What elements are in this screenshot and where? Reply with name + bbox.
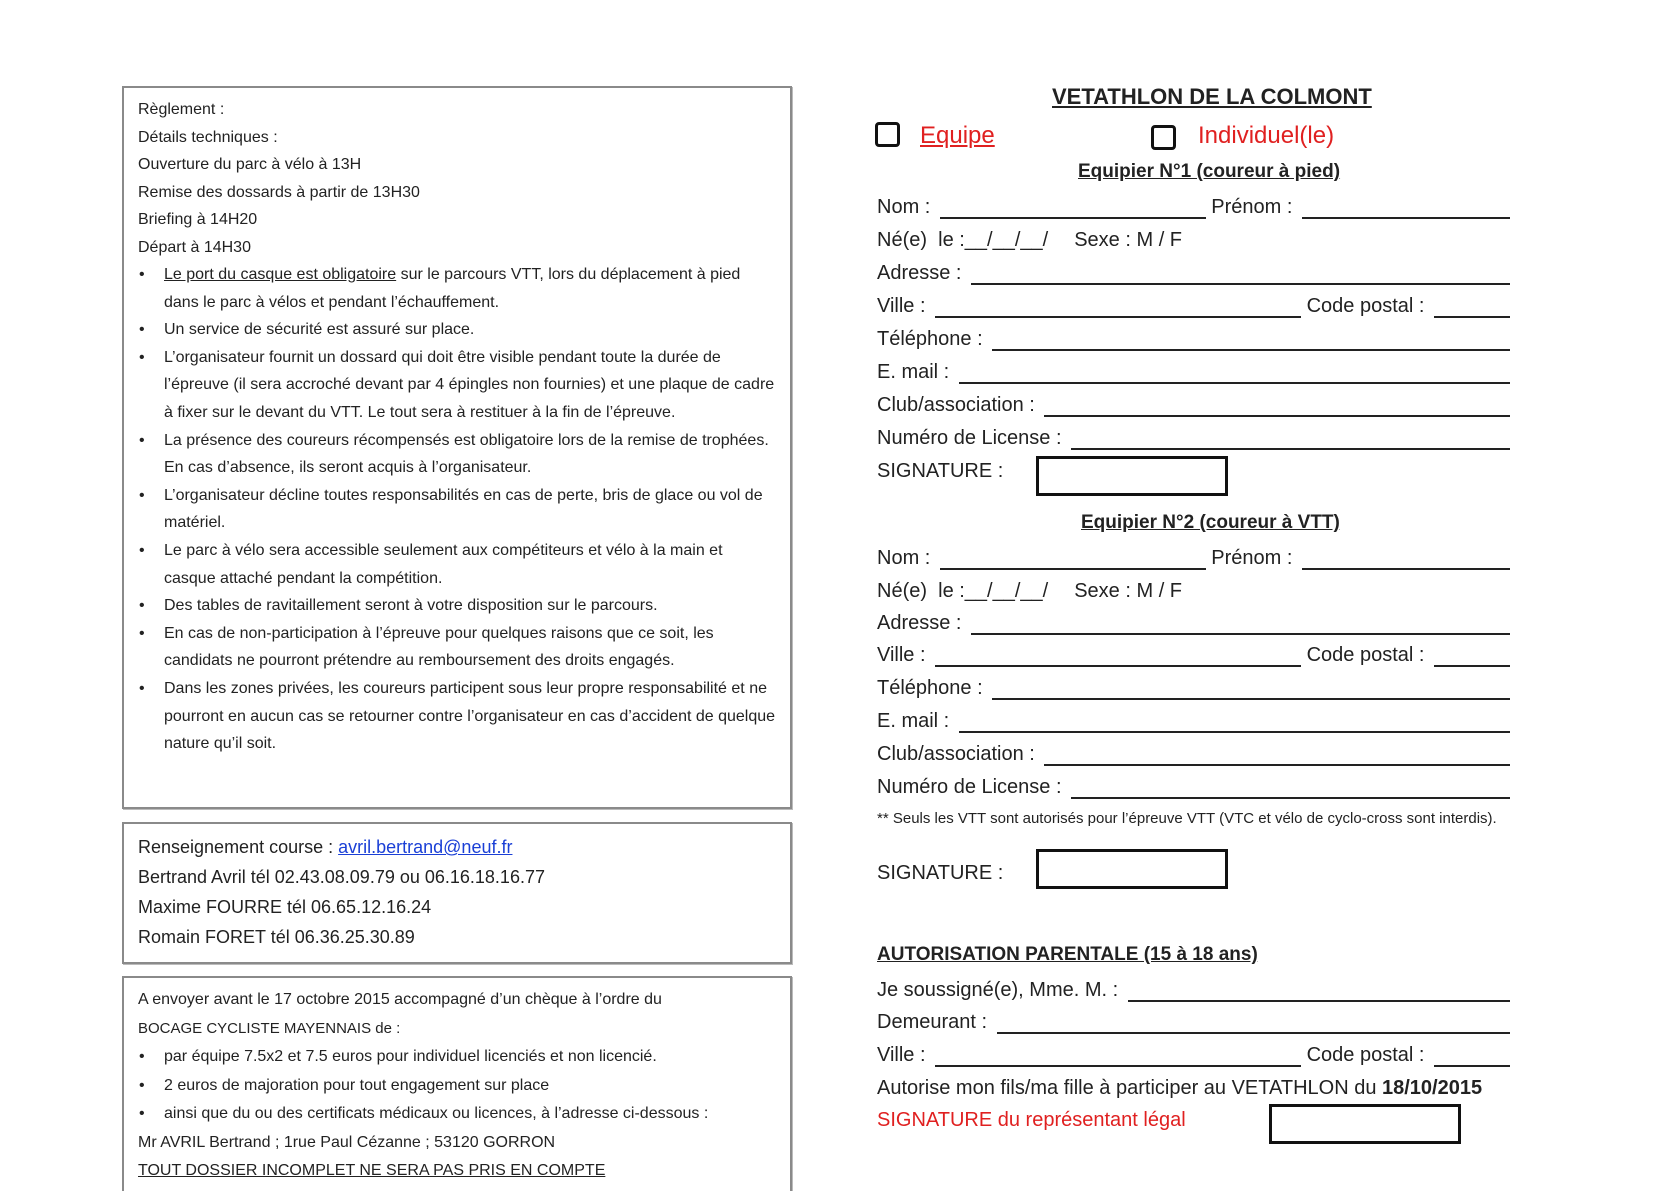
- license-field[interactable]: [1071, 777, 1510, 799]
- soussigne-field[interactable]: [1128, 980, 1510, 1002]
- vtt-note: ** Seuls les VTT sont autorisés pour l’épreuve VTT (VTC et vélo de cyclo-cross sont interdis).: [877, 810, 1497, 827]
- prenom-label: Prénom :: [1205, 196, 1298, 218]
- reglement-line: Ouverture du parc à vélo à 13H: [138, 156, 362, 173]
- teammate2-club-row: [877, 740, 1510, 766]
- contact-email-line: [138, 832, 776, 862]
- contact-line: Romain FORET tél 06.36.25.30.89: [138, 927, 415, 947]
- code-postal-field[interactable]: [1434, 1045, 1510, 1067]
- email-link[interactable]: avril.bertrand@neuf.fr: [338, 837, 513, 857]
- teammate1-signature-box[interactable]: [1036, 456, 1228, 496]
- reglement-line: Détails techniques :: [138, 128, 278, 146]
- teammate2-city-row: [877, 641, 1510, 667]
- teammate1-license-row: [877, 424, 1510, 450]
- teammate2-title: Equipier N°2 (coureur à VTT): [1081, 512, 1340, 533]
- teammate2-address-row: [877, 609, 1510, 635]
- authorize-text: Autorise mon fils/ma fille à participer au VETATHLON du: [877, 1077, 1382, 1099]
- teammate1-club-row: [877, 391, 1510, 417]
- team-checkbox[interactable]: [875, 122, 900, 147]
- license-field[interactable]: [1071, 428, 1510, 450]
- shipping-list: [138, 1043, 776, 1129]
- nom-label: Nom :: [877, 196, 936, 218]
- birthdate-field[interactable]: Né(e) le :__/__/__/: [877, 580, 1049, 602]
- teammate1-phone-row: [877, 325, 1510, 351]
- shipping-address: Mr AVRIL Bertrand ; 1rue Paul Cézanne ; 53120 GORRON: [138, 1133, 556, 1151]
- email-label: E. mail :: [877, 710, 955, 732]
- prenom-label: Prénom :: [1205, 547, 1298, 569]
- ville-field[interactable]: [935, 296, 1301, 318]
- form-title: VETATHLON DE LA COLMONT: [1052, 84, 1372, 109]
- list-item: • Dans les zones privées, les coureurs participent sous leur propre responsabilité et ne pourront en aucun cas se retourner contre l’organisateur en cas d’accident de quelque nature qu’il soit.: [164, 675, 776, 758]
- teammate2-phone-row: [877, 674, 1510, 700]
- signature-label: SIGNATURE :: [877, 862, 1004, 884]
- list-item: • par équipe 7.5x2 et 7.5 euros pour individuel licenciés et non licencié.: [164, 1043, 776, 1072]
- individual-checkbox[interactable]: [1151, 125, 1176, 150]
- adresse-label: Adresse :: [877, 262, 968, 284]
- demeurant-field[interactable]: [997, 1012, 1510, 1034]
- ville-label: Ville :: [877, 1044, 932, 1066]
- code-postal-field[interactable]: [1434, 296, 1510, 318]
- list-item: [164, 261, 776, 316]
- telephone-field[interactable]: [992, 329, 1510, 351]
- legal-signature-box[interactable]: [1269, 1104, 1461, 1144]
- prenom-field[interactable]: [1302, 548, 1510, 570]
- teammate1-address-row: [877, 259, 1510, 285]
- list-item: • 2 euros de majoration pour tout engagement sur place: [164, 1072, 776, 1101]
- code-postal-label: Code postal :: [1301, 295, 1430, 317]
- adresse-field[interactable]: [971, 613, 1510, 635]
- email-label: E. mail :: [877, 361, 955, 383]
- list-item: • L’organisateur fournit un dossard qui doit être visible pendant toute la durée de l’épreuve (il sera accroché devant par 4 épingles non fournies) et une plaque de cadre à fixer sur le devant du VTT. Le tout sera à restituer à la fin de l’épreuve.: [164, 344, 776, 427]
- teammate2-name-row: [877, 544, 1510, 570]
- adresse-label: Adresse :: [877, 612, 968, 634]
- parental-city-row: [877, 1041, 1510, 1067]
- list-item: • La présence des coureurs récompensés est obligatoire lors de la remise de trophées. En cas d’absence, ils seront acquis à l’organisateur.: [164, 427, 776, 482]
- sex-field[interactable]: Sexe : M / F: [1074, 580, 1183, 602]
- email-field[interactable]: [959, 362, 1510, 384]
- telephone-label: Téléphone :: [877, 328, 989, 350]
- birthdate-field[interactable]: Né(e) le :__/__/__/: [877, 229, 1049, 251]
- club-field[interactable]: [1044, 395, 1510, 417]
- telephone-label: Téléphone :: [877, 677, 989, 699]
- legal-signature-row: [877, 1106, 1237, 1132]
- code-postal-label: Code postal :: [1301, 644, 1430, 666]
- teammate2-license-row: [877, 773, 1510, 799]
- contact-label: Renseignement course :: [138, 837, 339, 857]
- list-item: • L’organisateur décline toutes responsabilités en cas de perte, bris de glace ou vol de matériel.: [164, 482, 776, 537]
- list-item: • En cas de non-participation à l’épreuve pour quelques raisons que ce soit, les candidats ne pourront prétendre au remboursement des droits engagés.: [164, 620, 776, 675]
- nom-field[interactable]: [940, 197, 1206, 219]
- license-label: Numéro de License :: [877, 427, 1068, 449]
- teammate1-birth-row: [877, 226, 1510, 252]
- list-item: • Des tables de ravitaillement seront à votre disposition sur le parcours.: [164, 592, 776, 620]
- teammate1-email-row: [877, 358, 1510, 384]
- contact-line: Bertrand Avril tél 02.43.08.09.79 ou 06.16.18.16.77: [138, 867, 545, 887]
- shipping-box: [122, 976, 792, 1191]
- reglement-line: Remise des dossards à partir de 13H30: [138, 183, 420, 201]
- teammate2-birth-row: [877, 577, 1510, 603]
- email-field[interactable]: [959, 711, 1510, 733]
- teammate1-title: Equipier N°1 (coureur à pied): [1078, 161, 1341, 182]
- telephone-field[interactable]: [992, 678, 1510, 700]
- ville-field[interactable]: [935, 1045, 1301, 1067]
- parental-title: AUTORISATION PARENTALE (15 à 18 ans): [877, 944, 1258, 965]
- legal-signature-label: SIGNATURE du représentant légal: [877, 1109, 1186, 1131]
- soussigne-label: Je soussigné(e), Mme. M. :: [877, 979, 1124, 1001]
- teammate2-signature-box[interactable]: [1036, 849, 1228, 889]
- teammate2-signature-row: [877, 859, 1027, 885]
- casque-emphasis: Le port du casque est obligatoire: [164, 266, 397, 283]
- event-date: 18/10/2015: [1382, 1077, 1483, 1099]
- contact-box: [122, 822, 792, 964]
- reglement-line: Départ à 14H30: [138, 238, 251, 256]
- list-item: • ainsi que du ou des certificats médicaux ou licences, à l’adresse ci-dessous :: [164, 1100, 776, 1129]
- contact-line: Maxime FOURRE tél 06.65.12.16.24: [138, 897, 432, 917]
- incomplete-warning: TOUT DOSSIER INCOMPLET NE SERA PAS PRIS EN COMPTE: [138, 1162, 606, 1179]
- individual-checkbox-label: Individuel(le): [1198, 122, 1335, 149]
- list-item-text: sur le parcours VTT, lors du déplacement à pied dans le parc à vélos et pendant l’échauffement.: [164, 266, 741, 311]
- reglement-list: [138, 261, 776, 758]
- nom-label: Nom :: [877, 547, 936, 569]
- teammate1-signature-row: [877, 457, 1027, 483]
- club-field[interactable]: [1044, 744, 1510, 766]
- ville-label: Ville :: [877, 644, 932, 666]
- code-postal-label: Code postal :: [1301, 1044, 1430, 1066]
- reglement-line: Règlement :: [138, 101, 225, 118]
- shipping-line: A envoyer avant le 17 octobre 2015 accompagné d’un chèque à l’ordre du: [138, 991, 662, 1008]
- list-item: • Le parc à vélo sera accessible seulement aux compétiteurs et vélo à la main et casque attaché pendant la compétition.: [164, 537, 776, 592]
- reglement-box: [122, 86, 792, 809]
- teammate1-city-row: [877, 292, 1510, 318]
- nom-field[interactable]: [940, 548, 1206, 570]
- parental-name-row: [877, 976, 1510, 1002]
- license-label: Numéro de License :: [877, 776, 1068, 798]
- ville-label: Ville :: [877, 295, 932, 317]
- sex-field[interactable]: Sexe : M / F: [1074, 229, 1183, 251]
- demeurant-label: Demeurant :: [877, 1011, 993, 1033]
- adresse-field[interactable]: [971, 263, 1510, 285]
- team-checkbox-label: Equipe: [920, 122, 995, 149]
- ville-field[interactable]: [935, 645, 1301, 667]
- reglement-line: Briefing à 14H20: [138, 211, 258, 228]
- list-item: • Un service de sécurité est assuré sur place.: [164, 316, 776, 344]
- code-postal-field[interactable]: [1434, 645, 1510, 667]
- parental-address-row: [877, 1008, 1510, 1034]
- prenom-field[interactable]: [1302, 197, 1510, 219]
- signature-label: SIGNATURE :: [877, 460, 1004, 482]
- teammate2-email-row: [877, 707, 1510, 733]
- club-label: Club/association :: [877, 394, 1041, 416]
- club-label: Club/association :: [877, 743, 1041, 765]
- teammate1-name-row: [877, 193, 1510, 219]
- parental-authorize-row: [877, 1074, 1557, 1100]
- shipping-line: BOCAGE CYCLISTE MAYENNAIS de :: [138, 1019, 401, 1037]
